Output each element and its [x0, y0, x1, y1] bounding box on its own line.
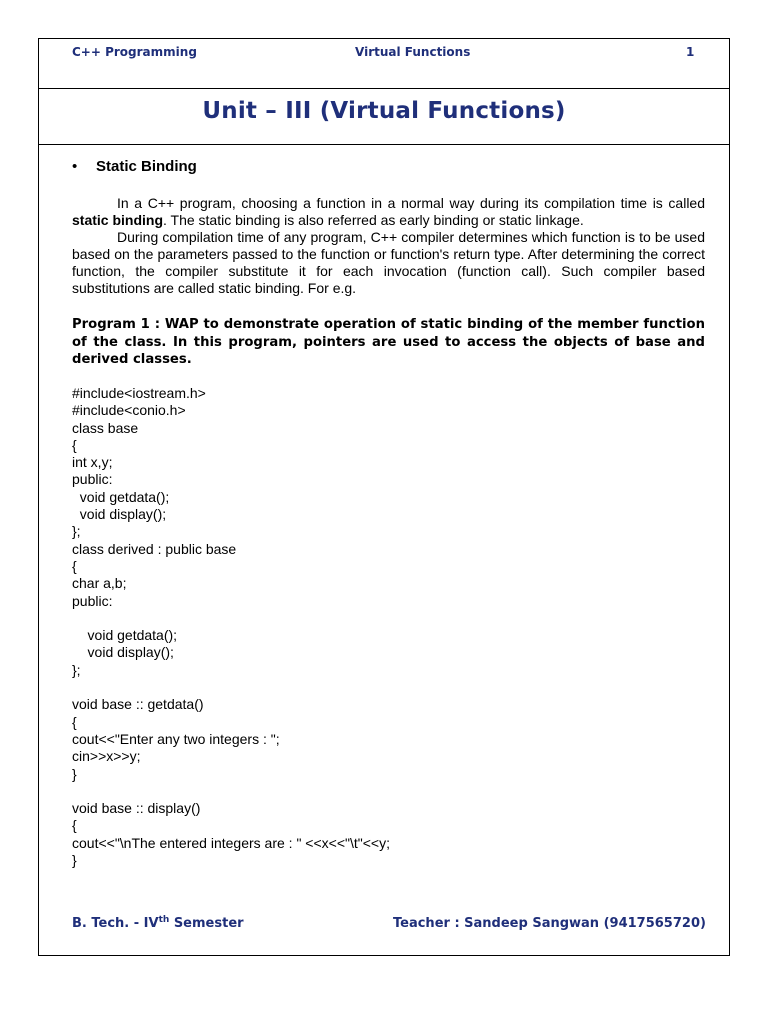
- section-heading: [72, 158, 197, 175]
- header-page-number: 1: [686, 45, 695, 59]
- paragraph-static-binding: [72, 195, 705, 297]
- code-line: }: [72, 765, 77, 782]
- page-title: Unit – III (Virtual Functions): [202, 98, 566, 124]
- code-line: public:: [72, 471, 113, 488]
- code-line: [72, 610, 390, 627]
- code-line: {: [72, 557, 77, 574]
- paragraph-1: [72, 195, 705, 229]
- code-line: void getdata();: [72, 488, 170, 505]
- bullet-icon: •: [72, 158, 78, 175]
- footer-semester-suffix: Semester: [169, 916, 244, 931]
- footer-semester-sup: th: [158, 915, 170, 925]
- code-line: public:: [72, 592, 113, 609]
- code-line: cout<<"\nThe entered integers are : " <<x<<"\t"<<y;: [72, 834, 390, 851]
- paragraph-2: During compilation time of any program, C++ compiler determines which function is to be used based on the parameters passed to the function or function's return type. After determining the correct function, the compiler substitute it for each invocation (function call). Such compiler based substitutions are called static binding. For e.g.: [72, 229, 705, 296]
- code-line: {: [72, 713, 77, 730]
- code-line: cout<<"Enter any two integers : ";: [72, 730, 280, 747]
- code-line: void display();: [72, 506, 167, 523]
- code-line: class base: [72, 419, 139, 436]
- header-course: C++ Programming: [72, 45, 197, 59]
- code-line: void getdata();: [72, 627, 178, 644]
- footer-teacher: Teacher : Sandeep Sangwan (9417565720): [393, 916, 706, 931]
- footer-semester: [72, 916, 244, 931]
- code-line: cin>>x>>y;: [72, 748, 141, 765]
- code-line: char a,b;: [72, 575, 127, 592]
- section-heading-text: Static Binding: [96, 158, 197, 175]
- code-line: void base :: display(): [72, 800, 201, 817]
- paragraph-1-bold: static binding: [72, 212, 163, 228]
- code-line: class derived : public base: [72, 540, 237, 557]
- code-line: };: [72, 661, 81, 678]
- code-line: {: [72, 817, 77, 834]
- code-line: #include<conio.h>: [72, 402, 186, 419]
- paragraph-1-text-a: In a C++ program, choosing a function in a normal way during its compilation time is called: [117, 195, 705, 211]
- code-line: void display();: [72, 644, 174, 661]
- header-divider: [38, 88, 730, 89]
- code-line: [72, 783, 390, 800]
- program-heading: Program 1 : WAP to demonstrate operation of static binding of the member function of the class. In this program, pointers are used to access the objects of base and derived classes.: [72, 317, 705, 367]
- code-line: [72, 679, 390, 696]
- footer-semester-prefix: B. Tech. - IV: [72, 916, 159, 931]
- code-line: int x,y;: [72, 454, 113, 471]
- code-line: void base :: getdata(): [72, 696, 204, 713]
- code-line: }: [72, 852, 77, 869]
- code-line: {: [72, 436, 77, 453]
- code-line: };: [72, 523, 81, 540]
- code-line: #include<iostream.h>: [72, 385, 206, 401]
- code-listing: [72, 385, 390, 869]
- paragraph-1-text-b: . The static binding is also referred as early binding or static linkage.: [163, 212, 584, 228]
- header-topic: Virtual Functions: [355, 45, 471, 59]
- title-divider: [38, 144, 730, 145]
